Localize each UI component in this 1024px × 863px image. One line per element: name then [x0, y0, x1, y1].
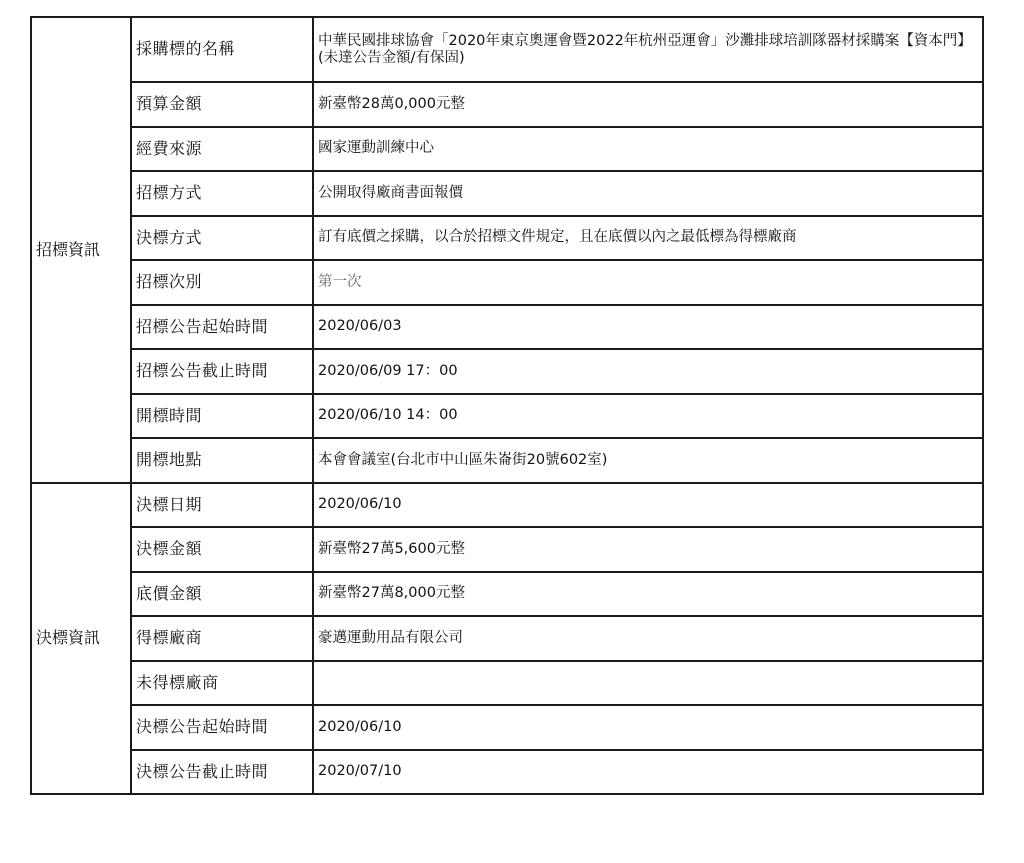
row-label: 未得標廠商	[131, 661, 313, 706]
table-row	[31, 572, 983, 617]
table-row	[31, 438, 983, 483]
row-value: 2020/06/03	[313, 305, 983, 350]
row-value: 2020/06/10 14：00	[313, 394, 983, 439]
table-row	[31, 483, 983, 528]
row-value: 2020/06/10	[313, 705, 983, 750]
row-label: 決標日期	[131, 483, 313, 528]
row-value: 新臺幣27萬5,600元整	[313, 527, 983, 572]
row-label: 底價金額	[131, 572, 313, 617]
table-row	[31, 394, 983, 439]
table-row	[31, 17, 983, 82]
row-value: 國家運動訓練中心	[313, 127, 983, 172]
table-row	[31, 527, 983, 572]
row-label: 得標廠商	[131, 616, 313, 661]
table-row	[31, 705, 983, 750]
row-value: 公開取得廠商書面報價	[313, 171, 983, 216]
row-label: 決標金額	[131, 527, 313, 572]
row-value: 第一次	[313, 260, 983, 305]
row-label: 開標地點	[131, 438, 313, 483]
row-value: 豪邁運動用品有限公司	[313, 616, 983, 661]
row-value: 2020/06/09 17：00	[313, 349, 983, 394]
row-value: 新臺幣27萬8,000元整	[313, 572, 983, 617]
table-row	[31, 216, 983, 261]
row-label: 招標方式	[131, 171, 313, 216]
table-row	[31, 260, 983, 305]
row-label: 採購標的名稱	[131, 17, 313, 82]
table-row	[31, 82, 983, 127]
row-label: 招標公告起始時間	[131, 305, 313, 350]
section-label-award-info: 決標資訊	[31, 483, 131, 795]
section-label-tender-info: 招標資訊	[31, 17, 131, 483]
row-label: 招標公告截止時間	[131, 349, 313, 394]
row-value: 2020/07/10	[313, 750, 983, 795]
row-label: 預算金額	[131, 82, 313, 127]
row-label: 決標方式	[131, 216, 313, 261]
table-row	[31, 349, 983, 394]
table-row	[31, 750, 983, 795]
table-row	[31, 305, 983, 350]
row-label: 決標公告截止時間	[131, 750, 313, 795]
tender-table	[30, 16, 984, 795]
row-value: 新臺幣28萬0,000元整	[313, 82, 983, 127]
row-value: 本會會議室(台北市中山區朱崙街20號602室)	[313, 438, 983, 483]
row-label: 開標時間	[131, 394, 313, 439]
row-value: 中華民國排球協會「2020年東京奧運會暨2022年杭州亞運會」沙灘排球培訓隊器材採購案【資本門】(未達公告金額/有保固)	[313, 17, 983, 82]
table-row	[31, 171, 983, 216]
table-row	[31, 127, 983, 172]
row-value: 2020/06/10	[313, 483, 983, 528]
row-value: 訂有底價之採購，以合於招標文件規定，且在底價以內之最低標為得標廠商	[313, 216, 983, 261]
row-label: 決標公告起始時間	[131, 705, 313, 750]
row-value	[313, 661, 983, 706]
table-row	[31, 616, 983, 661]
table-row	[31, 661, 983, 706]
row-label: 招標次別	[131, 260, 313, 305]
row-label: 經費來源	[131, 127, 313, 172]
